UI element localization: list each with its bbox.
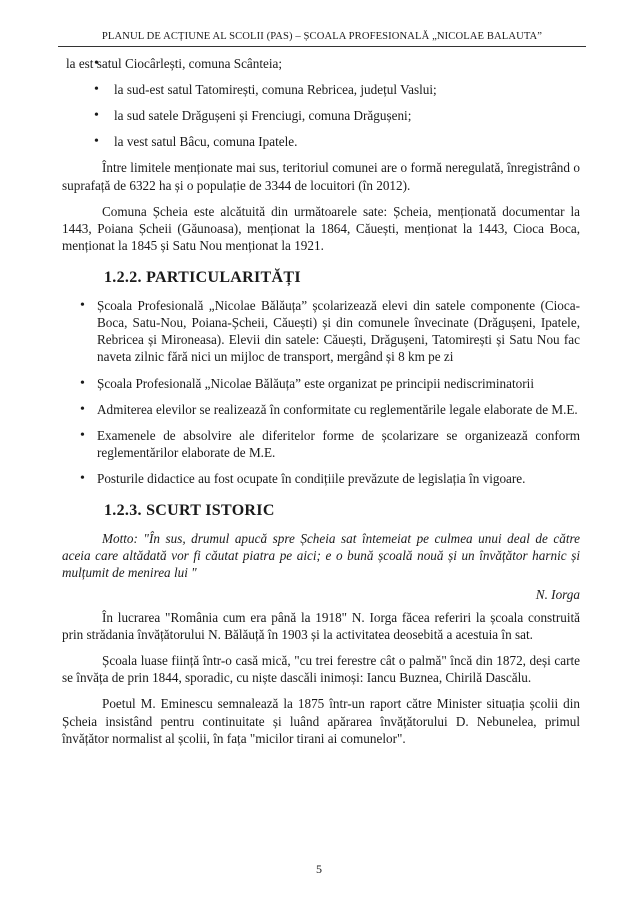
list-item: • la sud satele Drăgușeni și Frenciugi, comuna Drăgușeni; bbox=[62, 107, 580, 124]
page-number: 5 bbox=[316, 862, 322, 877]
section-title-istoric: 1.2.3. SCURT ISTORIC bbox=[104, 502, 275, 520]
page-header: PLANUL DE ACȚIUNE AL SCOLII (PAS) – ȘCOALA PROFESIONALĂ „NICOLAE BALAUTA” bbox=[58, 30, 586, 47]
motto-text: Motto: "În sus, drumul apucă spre Șcheia sat întemeiat pe culmea unui deal de către aceia care altădată vor fi căutat piatra pe aici; e o bună școală nouă și un învățător harnic și mulțumit de menirea lui " bbox=[62, 531, 580, 581]
list-item: • Școala Profesională „Nicolae Bălăuța” școlarizează elevi din satele componente (Cioca-Boca, Satu-Nou, Poiana-Șcheii, Căuești) și din comunele învecinate (Drăgușeni, Ipatele, Rebricea și Mironeasa). Elevii din satele: Căuești, Drăgușeni, Tatomirești și Satu Nou fac naveta zilnic fără nici un mijloc de transport, mergând și 8 km pe zi bbox=[62, 297, 580, 366]
paragraph-limits: Între limitele menționate mai sus, teritoriul comunei are o formă neregulată, înregistrând o suprafață de 6322 ha și o populație de 3344 de locuitori (în 2012). bbox=[62, 160, 580, 193]
borders-list bbox=[62, 55, 580, 72]
list-item bbox=[62, 55, 580, 72]
history-paragraph: În lucrarea "România cum era până la 1918" N. Iorga făcea referiri la școala construită prin strădania învățătorului N. Bălăuță în 1903 și la activitatea deosebită a acestuia în sat. bbox=[62, 609, 580, 642]
intro-line: la est satul Ciocârlești, comuna Scânteia; bbox=[66, 55, 283, 71]
history-paragraph: Poetul M. Eminescu semnalează la 1875 într-un raport către Minister situația școlii din Șcheia insistând pentru continuitate și luând apărarea învățătorului D. Nebunelea, primul învățător normalist al școlii, în fața "micilor tirani ai comunelor". bbox=[62, 696, 580, 746]
particularitati-list bbox=[62, 297, 580, 487]
paragraph-villages: Comuna Șcheia este alcătuită din următoarele sate: Șcheia, menționată documentar la 1443, Poiana Șcheii (Găunoasa), menționat la 1864, Căuești, menționat la 1443, Cioca Boca, menționat la 1845 și Satu Nou menționat la 1921. bbox=[62, 203, 580, 254]
list-item: • Posturile didactice au fost ocupate în condițiile prevăzute de legislația în vigoare. bbox=[62, 470, 580, 487]
borders-bullets bbox=[62, 81, 580, 150]
motto-author: N. Iorga bbox=[535, 586, 580, 602]
list-item: • Școala Profesională „Nicolae Bălăuța” este organizat pe principii nediscriminatorii bbox=[62, 375, 580, 392]
list-item: • Examenele de absolvire ale diferitelor forme de școlarizare se organizează conform reglementărilor elaborate de M.E. bbox=[62, 427, 580, 461]
list-item: • la sud-est satul Tatomirești, comuna Rebricea, județul Vaslui; bbox=[62, 81, 580, 98]
list-item: • Admiterea elevilor se realizează în conformitate cu reglementările legale elaborate de M.E. bbox=[62, 401, 580, 418]
section-title-particularitati: 1.2.2. PARTICULARITĂȚI bbox=[104, 269, 301, 287]
list-item: • la vest satul Bâcu, comuna Ipatele. bbox=[62, 133, 580, 150]
history-paragraph: Școala luase ființă într-o casă mică, "cu trei ferestre cât o palmă" încă din 1872, deși carte se învăța de prin 1844, sporadic, cu niște dascăli inimoși: Iancu Buznea, Chirilă Dascălu. bbox=[62, 653, 580, 686]
